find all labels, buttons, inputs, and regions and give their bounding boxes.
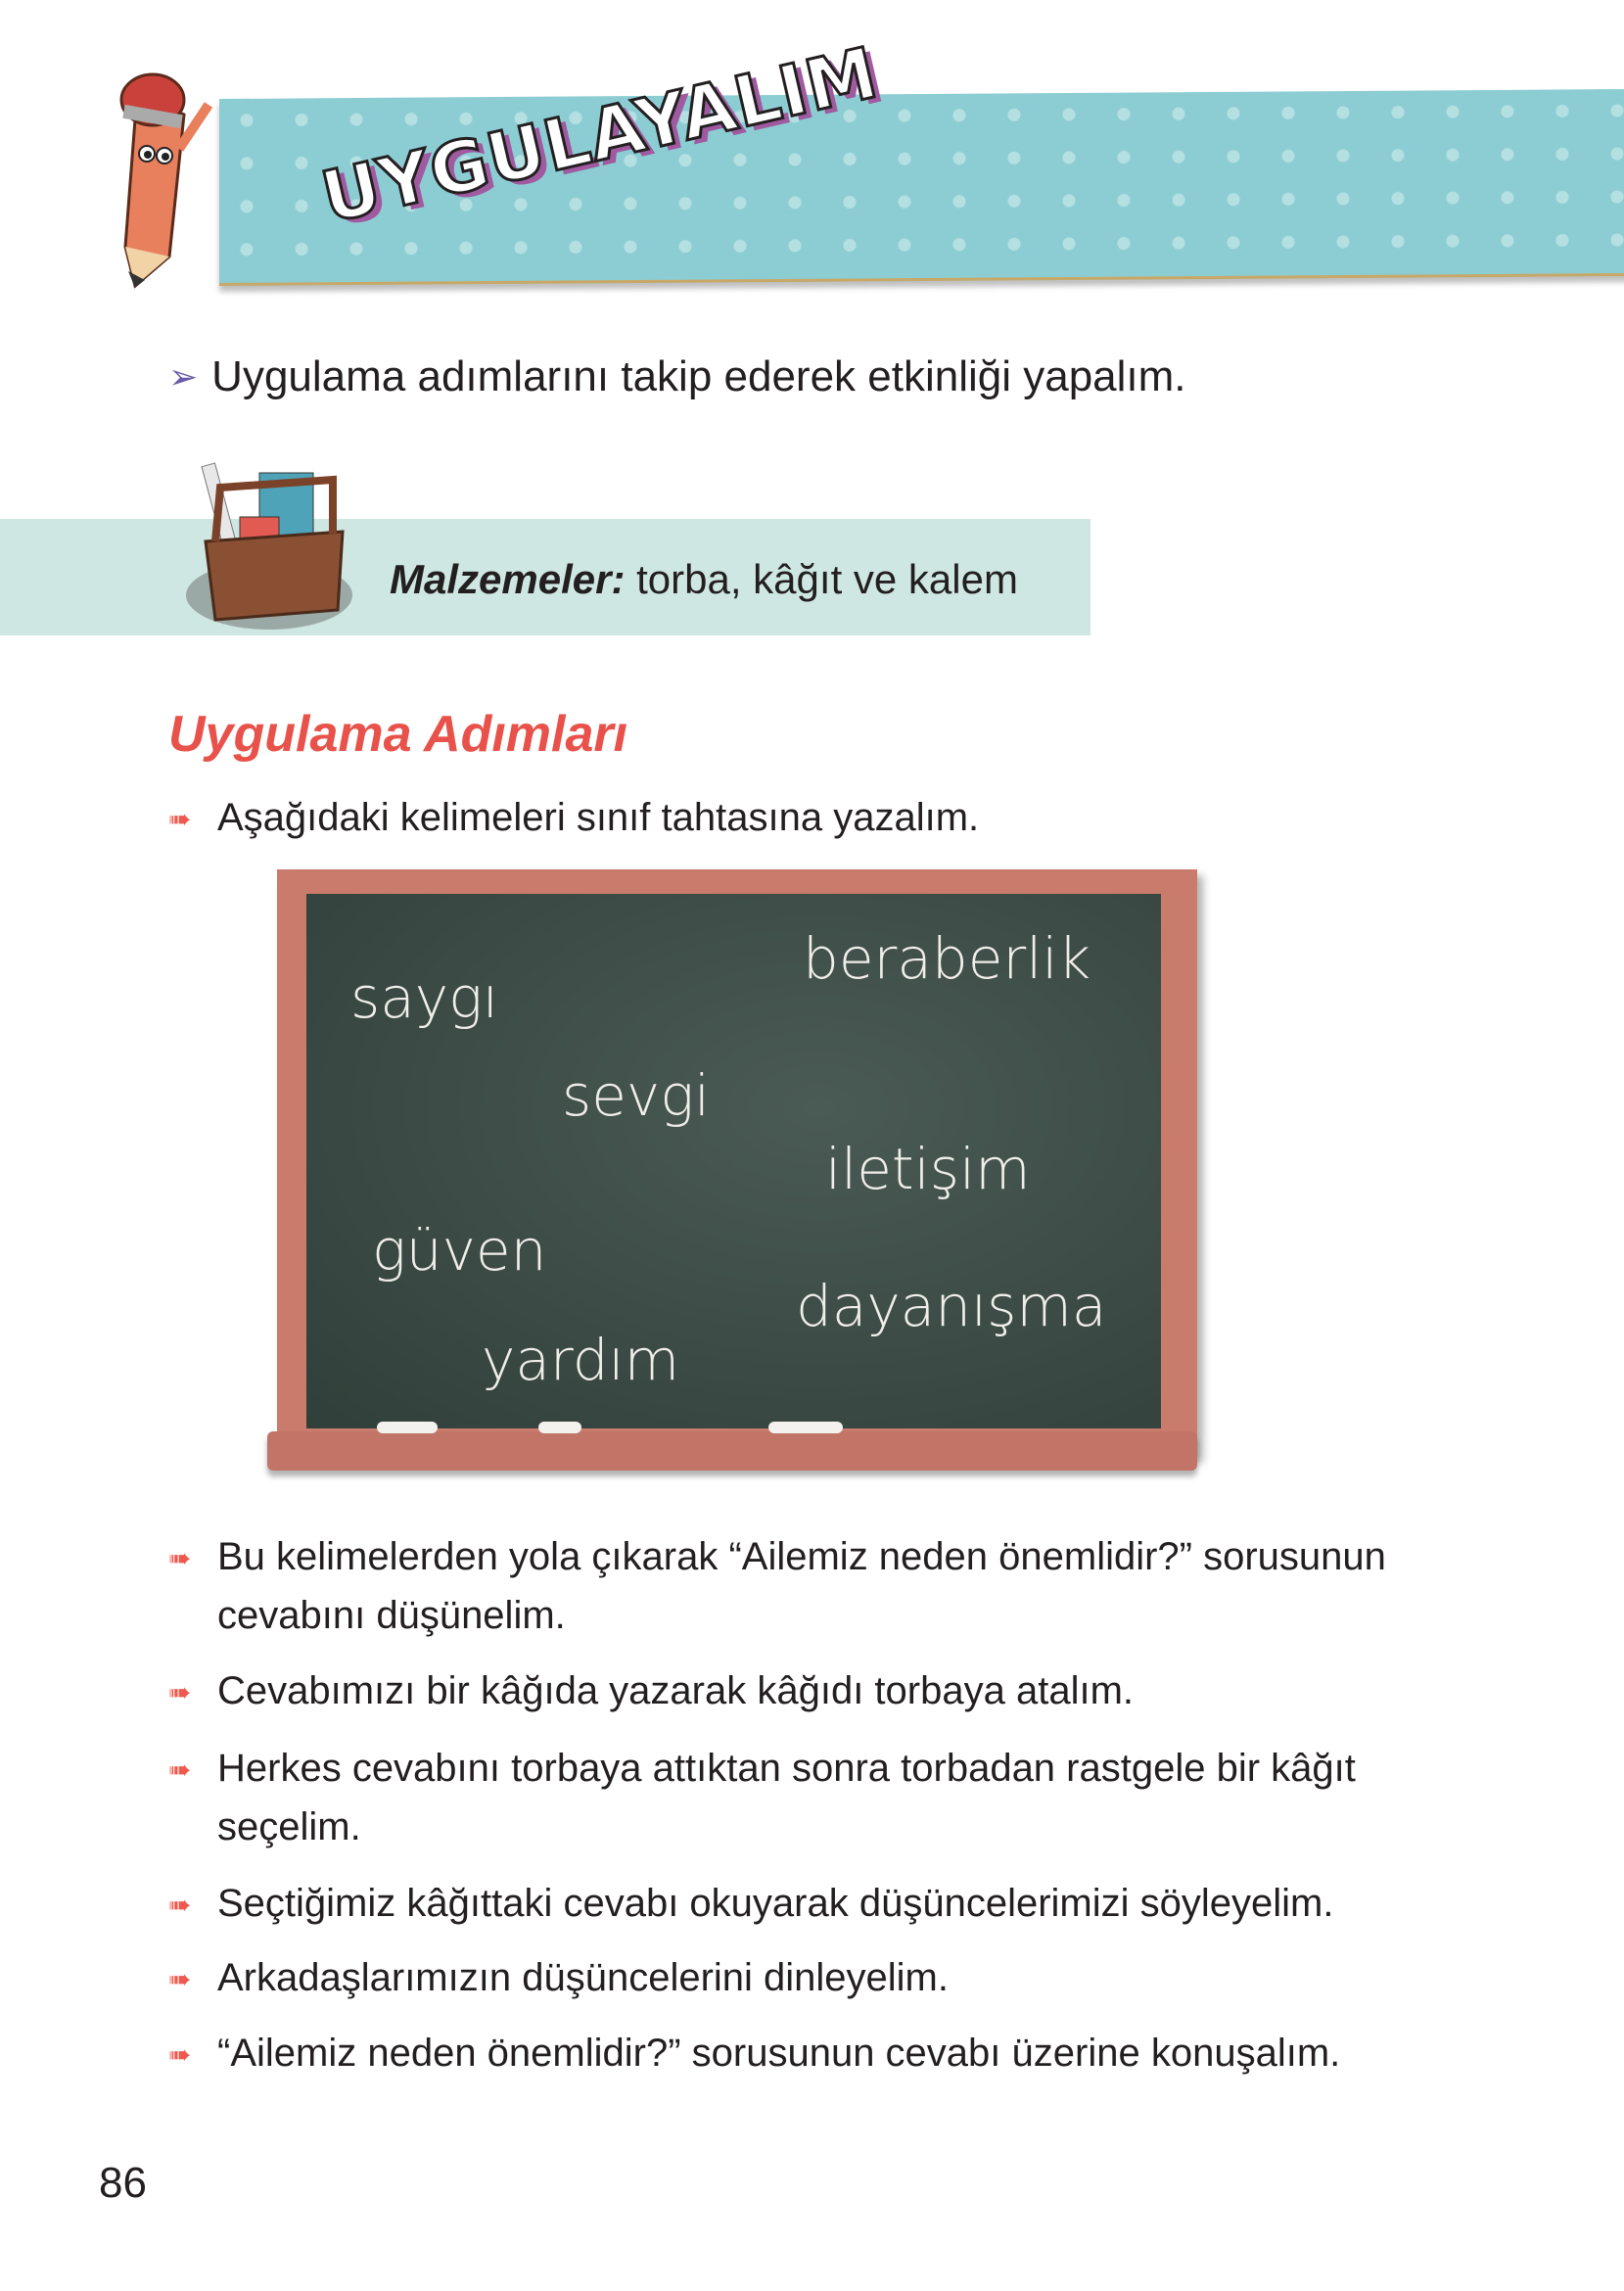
intro-text: Uygulama adımlarını takip ederek etkinliği yapalım. [211,352,1186,400]
bullet-arrow-icon: ➠ [168,804,192,834]
pencil-mascot-icon [96,61,223,305]
chalk-piece [377,1422,438,1433]
chalk-piece [768,1422,843,1433]
step-item [168,1874,1480,1935]
bullet-arrow-icon: ➠ [168,1677,192,1707]
chalk-word: saygı [350,964,499,1031]
step-item [168,788,1480,849]
step-item [168,2024,1480,2084]
bullet-arrow-icon: ➠ [168,1754,192,1785]
bullet-arrow-icon: ➠ [168,2039,192,2070]
bullet-arrow-icon: ➠ [168,1964,192,1994]
bullet-arrow-icon: ➠ [168,1890,192,1920]
step-text: Seçtiğimiz kâğıttaki cevabı okuyarak düşüncelerimizi söyleyelim. [217,1882,1334,1925]
banner-title: UYGULAYALIM [314,30,886,240]
chalk-word: beraberlik [803,925,1091,992]
chalk-word: dayanışma [796,1273,1107,1339]
step-text: Cevabımızı bir kâğıda yazarak kâğıdı torbaya atalım. [217,1669,1134,1712]
materials-text [390,556,1018,603]
bullet-arrow-icon: ➠ [168,1543,192,1573]
step-text: Arkadaşlarımızın düşüncelerini dinleyelim. [217,1956,949,1999]
steps-heading: Uygulama Adımları [168,706,628,763]
step-text: Aşağıdaki kelimeleri sınıf tahtasına yazalım. [217,796,980,839]
materials-label: Malzemeler: [390,556,626,602]
toolbox-icon [186,458,362,634]
step-item [168,1527,1480,1645]
chalk-piece [538,1422,581,1433]
chalkboard-ledge [267,1431,1197,1471]
chalk-word: yardım [482,1327,680,1393]
chalk-word: güven [372,1217,547,1284]
chalk-word: iletişim [825,1136,1031,1202]
page-number: 86 [99,2159,147,2207]
step-text: Herkes cevabını torbaya attıktan sonra torbadan rastgele bir kâğıt seçelim. [217,1747,1356,1848]
step-item [168,1948,1480,2009]
step-item [168,1661,1480,1722]
chalk-word: sevgi [562,1062,711,1129]
materials-items: torba, kâğıt ve kalem [636,556,1018,602]
step-text: “Ailemiz neden önemlidir?” sorusunun cevabı üzerine konuşalım. [217,2032,1341,2075]
step-item [168,1739,1480,1856]
arrow-icon: ➢ [168,356,199,397]
intro-line [168,352,1186,401]
step-text: Bu kelimelerden yola çıkarak “Ailemiz neden önemlidir?” sorusunun cevabını düşünelim. [217,1535,1386,1637]
